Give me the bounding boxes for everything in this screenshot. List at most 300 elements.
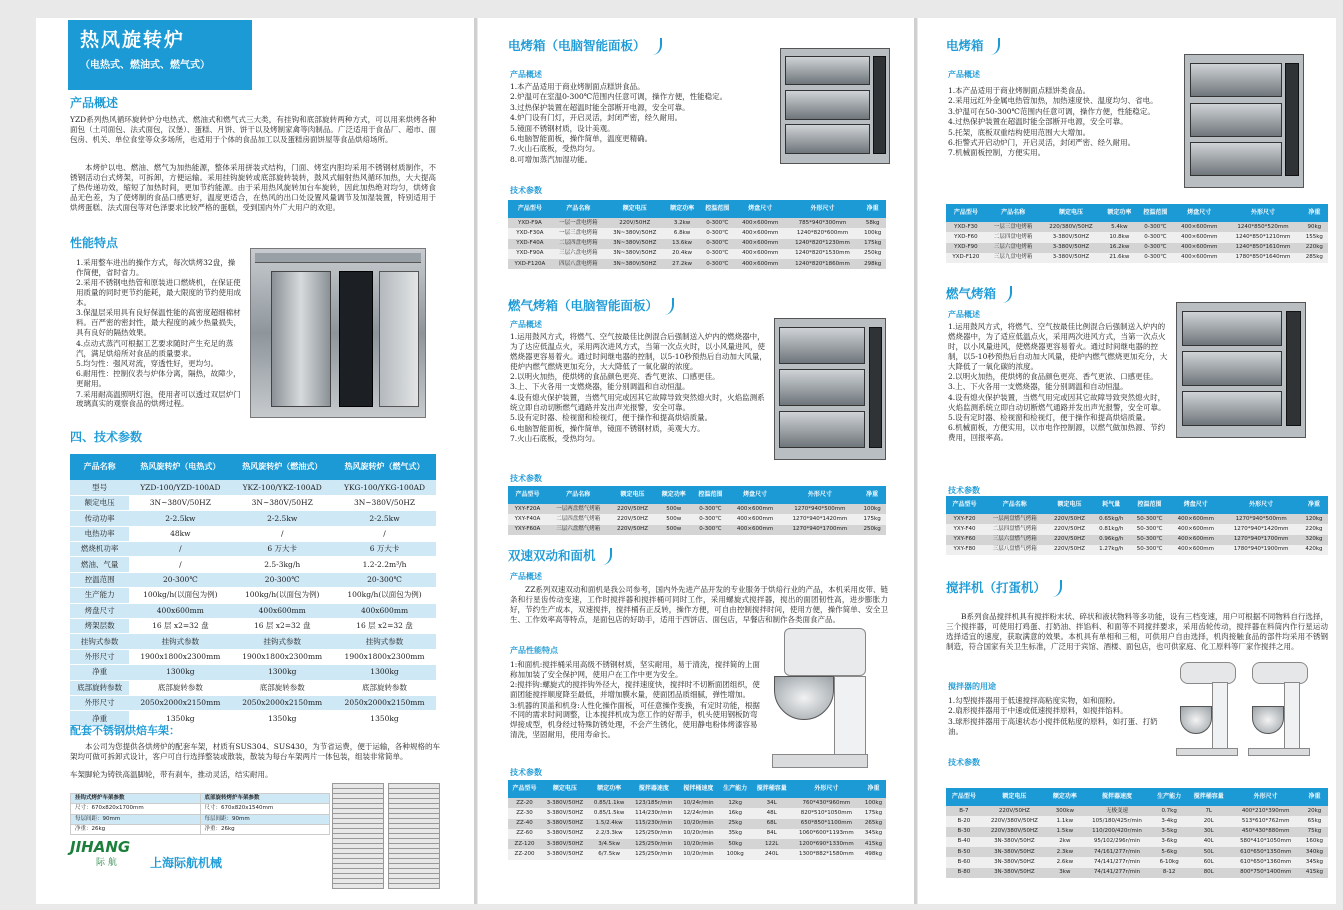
table-cell: 尺寸：670x820x1700mm: [71, 804, 201, 814]
table-cell: 50-300℃: [1130, 545, 1169, 555]
table-cell: 650*850*1100mm: [792, 819, 861, 829]
table-cell: 1900x1800x2300mm: [333, 649, 436, 664]
table-cell: 400×600mm: [735, 218, 786, 228]
table-cell: 3-380V/50HZ: [541, 808, 589, 818]
table-cell: 300kw: [1047, 806, 1083, 816]
table-cell: YXD-F40A: [508, 239, 552, 249]
table-cell: 580*410*1050mm: [1230, 837, 1300, 847]
page-middle: [478, 18, 914, 904]
table-cell: 3N~380V/50HZ: [231, 495, 333, 510]
list-item: 5.设有定时器、检视窗和检视灯，便于操作和提高烘焙质量。: [948, 413, 1151, 423]
table-cell: 25kg: [719, 819, 752, 829]
table-row: [508, 218, 886, 228]
list-item: 3:机器的顶盖和机身:人性化操作面板，可任意操作变换，有定时功能，根据不同的需求时间调整，让本搅拌机成为您工作的好帮手，机头使用钢板防弯焊接成型，机身经过特殊防锈处理，不会产生锈化，使用静电粉体烤漆容易清洗，坚固耐用，使用寿命长。: [510, 700, 760, 740]
table-cell: 400×600mm: [1169, 514, 1222, 524]
table-row: [946, 243, 1328, 253]
table-cell: 125/250r/min: [629, 829, 678, 839]
table-cell: 16.2kw: [1101, 243, 1137, 253]
table-cell: 3-380V/50HZ: [541, 839, 589, 849]
table-cell: 74/141/277r/min: [1083, 868, 1152, 878]
rotary-oven-spec-table: [70, 454, 436, 727]
column-header: 外形尺寸: [781, 486, 858, 504]
column-header: 热风旋转炉（电热式）: [129, 454, 231, 480]
table-row: [946, 837, 1328, 847]
list-item: 3.过热保护装置在超温时能全部断开电源，安全可靠。: [510, 102, 690, 112]
column-header: 额定电压: [610, 486, 656, 504]
list-item: 6.耐用性：控制仪表与炉体分离，隔热，故障少，更耐用。: [76, 369, 241, 389]
column-header: 额定功率: [655, 486, 692, 504]
table-cell: 1270*940*500mm: [1222, 514, 1300, 524]
table-row: [70, 542, 436, 557]
dough-mixer-heading: 双速双动和面机: [508, 548, 612, 565]
column-header: 烤盘尺寸: [1173, 204, 1225, 222]
table-cell: 100kg/h(以面包为例): [333, 588, 436, 603]
table-cell: 74/141/277r/min: [1083, 857, 1152, 867]
gas-oven-features: [948, 322, 1168, 444]
table-cell: 0-300℃: [700, 249, 735, 259]
column-header: 搅拌器速度: [629, 780, 678, 798]
list-item: 7.采用耐高温照明灯泡，使用者可以透过双层炉门玻璃真实的观察食品的烘烤过程。: [76, 389, 241, 409]
table-row: [508, 829, 886, 839]
list-item: 1.本产品适用于商业烤制面点糕饼类食品。: [948, 86, 1091, 95]
table-cell: 3N-380V/50HZ: [982, 847, 1047, 857]
table-cell: 3-380V/50HZ: [541, 798, 589, 808]
banner-title: 热风旋转炉: [80, 29, 186, 51]
list-item: 3.上、下火各用一支燃烧器，能分别调温和自动恒温。: [948, 382, 1128, 392]
table-cell: 20-300℃: [231, 572, 333, 587]
table-cell: 265kg: [861, 819, 886, 829]
table-cell: 0.81kg/h: [1093, 524, 1130, 534]
table-cell: 610*650*1350mm: [1230, 847, 1300, 857]
table-cell: 240L: [752, 849, 792, 859]
table-row: [508, 849, 886, 859]
table-cell: 760*430*960mm: [792, 798, 861, 808]
table-cell: 48L: [752, 808, 792, 818]
table-row: [508, 228, 886, 238]
table-cell: 1350kg: [129, 711, 231, 726]
electric-oven-heading: 电烤箱: [946, 38, 1000, 55]
table-cell: 0-300℃: [1137, 243, 1173, 253]
company-logo: [70, 838, 130, 858]
table-cell: 400×600mm: [729, 514, 782, 524]
table-cell: 5.4kw: [1101, 222, 1137, 232]
features-heading: 性能特点: [70, 236, 119, 250]
column-header: 控温范围: [1130, 496, 1169, 514]
table-row: [71, 804, 330, 814]
table-row: [946, 535, 1328, 545]
table-cell: 16kg: [719, 808, 752, 818]
table-cell: 20-300℃: [333, 572, 436, 587]
table-cell: 285kg: [1301, 253, 1328, 263]
rotary-oven-image: [250, 248, 426, 418]
table-cell: YZD-100/YZD-100AD: [129, 480, 231, 495]
table-cell: /: [129, 557, 231, 572]
column-header: 搅拌桶速度: [678, 780, 718, 798]
table-cell: 400×600mm: [1173, 253, 1225, 263]
table-row: [508, 808, 886, 818]
table-cell: 100kg: [859, 228, 886, 238]
table-cell: 220V/50HZ: [610, 525, 656, 535]
table-cell: 13.6kw: [664, 239, 699, 249]
table-cell: 底部旋转参数: [231, 680, 333, 695]
table-row: [70, 665, 436, 680]
table-cell: 500w: [655, 514, 692, 524]
table-cell: 115/230r/min: [629, 819, 678, 829]
table-cell: 3N-380V/50HZ: [982, 857, 1047, 867]
column-header: 生产能力: [719, 780, 752, 798]
s1-overview-label: 产品概述: [510, 70, 542, 79]
table-cell: 1270*940*1700mm: [781, 525, 858, 535]
table-cell: 155kg: [1301, 232, 1328, 242]
table-cell: 400×600mm: [735, 239, 786, 249]
list-item: 4.设有熄火保护装置，当燃气用完或因其它故障导致突然熄火时，火焰监测系统立即自动切断燃气通路并发出声光报警，安全可靠。: [510, 392, 765, 412]
table-row: [946, 857, 1328, 867]
table-cell: 3kw: [1047, 868, 1083, 878]
table-cell: 每层间距：90mm: [71, 814, 201, 824]
table-cell: 400x600mm: [231, 603, 333, 618]
table-cell: 7L: [1187, 806, 1230, 816]
column-header: 搅拌器速度: [1083, 788, 1152, 806]
table-cell: B-50: [946, 847, 982, 857]
table-cell: 1270*940*1420mm: [1222, 524, 1300, 534]
table-cell: 400×600mm: [729, 525, 782, 535]
table-cell: 尺寸：670x820x1540mm: [200, 804, 330, 814]
column-header: 生产能力: [1151, 788, 1187, 806]
table-cell: 1.5/2.4kw: [589, 819, 630, 829]
column-header: 产品型号: [946, 496, 983, 514]
column-header: 控温范围: [692, 486, 729, 504]
table-cell: 10/20r/min: [678, 819, 718, 829]
company-name: 上海际航机械: [150, 856, 223, 870]
table-cell: 125/250r/min: [629, 849, 678, 859]
table-cell: 220V/50HZ: [610, 504, 656, 514]
electric-oven-smart-image: [780, 48, 890, 164]
table-cell: 挂钩式参数: [129, 634, 231, 649]
table-cell: 400×600mm: [1173, 222, 1225, 232]
column-header: 产品型号: [508, 486, 547, 504]
table-cell: 1.2-2.2m³/h: [333, 557, 436, 572]
table-cell: 0-300℃: [700, 259, 735, 269]
table-cell: 1780*850*1640mm: [1225, 253, 1300, 263]
list-item: 6.机械面板，方便实用，以市电作控制源，以燃气做加热源、节约费用，回报率高。: [948, 423, 1166, 443]
table-cell: 生产能力: [70, 588, 129, 603]
table-cell: 340kg: [1301, 847, 1328, 857]
table-cell: 电热功率: [70, 526, 129, 541]
list-item: 2.以明火加热，使烘烤的食品颜色更亮、香气更浓、口感更佳。: [510, 372, 720, 382]
table-row: [70, 649, 436, 664]
column-header: 额定电压: [982, 788, 1047, 806]
table-cell: 610*650*1360mm: [1230, 857, 1300, 867]
table-cell: 2.2/3.3kw: [589, 829, 630, 839]
column-header: 净重: [861, 780, 886, 798]
table-cell: 1240*820*600mm: [786, 228, 860, 238]
table-cell: 500w: [655, 504, 692, 514]
table-cell: 65kg: [1301, 816, 1328, 826]
column-header: 产品型号: [946, 204, 986, 222]
planetary-mixer-paragraph: B系列食品搅拌机具有搅拌粉末状、碎状和液状物料等多功能，设有三档变速，用户可根据不同物料自行选择，三个搅拌器，可使用打鸡蛋、打奶油、拌馅料、和面等不同搅拌要求，采用齿轮传动，搅拌器在料筒内作行星运动选择适宜的速度，获取满意的效果。本机具有单相和三相，可供用户自由选择，机肉接触食品的部件均采用不锈钢制造，符合国家有关卫生标准，广泛用于宾馆、酒楼、面包店，也可供家庭、化工原料等厂家作搅拌之用。: [946, 612, 1328, 651]
table-cell: YXD-F30A: [508, 228, 552, 238]
electric-oven-smart-heading: 电烤箱（电脑智能面板）: [508, 38, 662, 55]
table-cell: 2050x2000x2150mm: [333, 695, 436, 710]
table-cell: 1350kg: [231, 711, 333, 726]
table-cell: YXY-F60A: [508, 525, 547, 535]
table-row: [70, 495, 436, 510]
table-cell: 1350kg: [333, 711, 436, 726]
table-cell: 一层两盘燃气烤箱: [547, 504, 610, 514]
table-cell: 0-300℃: [700, 239, 735, 249]
electric-oven-smart-table: [508, 200, 886, 269]
table-cell: 3N~380V/50HZ: [129, 495, 231, 510]
cart-spec-table: [70, 793, 330, 835]
table-cell: 400x600mm: [333, 603, 436, 618]
table-cell: 8-12: [1151, 868, 1187, 878]
table-row: [508, 798, 886, 808]
table-cell: 2.3kw: [1047, 847, 1083, 857]
table-cell: 58kg: [859, 218, 886, 228]
table-cell: 220V/50HZ: [1046, 524, 1092, 534]
logo-chinese: 际 航: [96, 858, 117, 868]
table-cell: 400*210*390mm: [1230, 806, 1300, 816]
table-row: [70, 619, 436, 634]
table-cell: 一层两盘燃气烤箱: [983, 514, 1046, 524]
table-cell: 三层八盘燃气烤箱: [983, 545, 1046, 555]
table-cell: 420kg: [1300, 545, 1328, 555]
table-cell: 3N-380V/50HZ: [982, 868, 1047, 878]
table-cell: ZZ-60: [508, 829, 541, 839]
table-cell: 3/4.5kw: [589, 839, 630, 849]
table-cell: 1270*940*1700mm: [1222, 535, 1300, 545]
table-cell: 220V/380V/50HZ: [982, 827, 1047, 837]
table-cell: YXD-F120: [946, 253, 986, 263]
table-cell: 50-300℃: [1130, 524, 1169, 534]
table-cell: 400×600mm: [735, 249, 786, 259]
table-cell: 2kw: [1047, 837, 1083, 847]
table-cell: 400×600mm: [735, 259, 786, 269]
table-cell: 400×600mm: [1169, 524, 1222, 534]
table-cell: 175kg: [858, 514, 886, 524]
column-header: 额定电压: [1041, 204, 1102, 222]
table-cell: 二层四盘燃气烤箱: [547, 514, 610, 524]
table-cell: 1060*600*1193mm: [792, 829, 861, 839]
table-cell: 型号: [70, 480, 129, 495]
table-cell: 250kg: [858, 525, 886, 535]
table-cell: 34L: [752, 798, 792, 808]
table-cell: 挂钩式参数: [333, 634, 436, 649]
table-cell: 1240*820*1530mm: [786, 249, 860, 259]
list-item: 5.托架，底板双重结构使用范围大大增加。: [948, 127, 1091, 137]
column-header: 外形尺寸: [1230, 788, 1300, 806]
column-header: 额定功率: [664, 200, 699, 218]
table-cell: 3N~380V/50HZ: [605, 259, 664, 269]
table-cell: YXD-F120A: [508, 259, 552, 269]
table-cell: 1240*820*1860mm: [786, 259, 860, 269]
table-cell: 12kg: [719, 798, 752, 808]
c3-s3-tech-label: 技术参数: [948, 758, 980, 767]
table-cell: 挂钩式烤炉车架参数: [71, 794, 201, 804]
overview-heading: 产品概述: [70, 96, 119, 110]
table-cell: 一层一盘电烤箱: [552, 218, 605, 228]
table-cell: 底部旋转参数: [333, 680, 436, 695]
table-cell: 785*940*300mm: [786, 218, 860, 228]
list-item: 2.采用远红外金属电热管加热，加热速度快、温度均匀、省电。: [948, 96, 1158, 106]
planetary-mixer-heading: 搅拌机（打蛋机）: [946, 580, 1062, 597]
table-row: [70, 526, 436, 541]
table-row: [946, 847, 1328, 857]
table-row: [508, 259, 886, 269]
table-cell: 传动功率: [70, 511, 129, 526]
table-cell: 250kg: [859, 249, 886, 259]
table-cell: ZZ-40: [508, 819, 541, 829]
table-cell: 0-300℃: [1137, 232, 1173, 242]
table-cell: 挂钩式参数: [231, 634, 333, 649]
table-cell: 0-300℃: [692, 504, 729, 514]
planetary-mixer-image-2: [1244, 658, 1314, 758]
table-row: [946, 253, 1328, 263]
table-cell: 0-300℃: [700, 218, 735, 228]
list-item: 2:搅拌钩:螺旋式的搅拌钩外径大，搅拌速度快，搅拌时不切断面团组织，使面团能搅拌顺度降至最低，并增加膜水量，使面团品质细腻，弹性增加。: [510, 680, 760, 700]
page-left: [36, 18, 474, 904]
list-item: 1.运用鼓风方式，将燃气、空气按最佳比例混合后强制送入炉内的燃烧器中，为了适应低温点火，采用两次进风方式，当第一次点火时，以小风量进风，使燃烧器更容易着火。通过时间继电器的控制，以5-10秒预热后自动加大风量，使炉内燃气燃烧更加充分，大大降低了一氧化碳的浓度。: [948, 322, 1168, 371]
c3-s2-overview-label: 产品概述: [948, 310, 980, 319]
table-cell: 40L: [1187, 837, 1230, 847]
column-header: 额定功率: [1047, 788, 1083, 806]
s1-tech-label: 技术参数: [510, 186, 542, 195]
table-cell: 500w: [655, 525, 692, 535]
table-cell: 415kg: [861, 839, 886, 849]
table-row: [508, 839, 886, 849]
table-cell: 0-300℃: [692, 525, 729, 535]
table-cell: 220V/50HZ: [1046, 545, 1092, 555]
table-cell: 122L: [752, 839, 792, 849]
table-cell: 114/230r/min: [629, 808, 678, 818]
table-cell: 110/200/420r/min: [1083, 827, 1152, 837]
list-item: 7.火山石底板，受热均匀。: [510, 144, 600, 154]
column-header: 热风旋转炉（燃油式）: [231, 454, 333, 480]
list-item: 5.镜面不锈钢材质，设计美观。: [510, 123, 615, 133]
table-cell: 175kg: [859, 239, 886, 249]
list-item: 3.上、下火各用一支燃烧器，能分别调温和自动恒温。: [510, 382, 690, 392]
table-row: [71, 814, 330, 824]
table-cell: 220/380V/50HZ: [1041, 222, 1102, 232]
table-cell: 400×600mm: [735, 228, 786, 238]
table-cell: B-30: [946, 827, 982, 837]
table-cell: YXY-F20: [946, 514, 983, 524]
table-cell: YXY-F40: [946, 524, 983, 534]
list-item: 2.扇形搅拌器用于中速或低速搅拌原料，如搅拌馅料。: [948, 706, 1128, 716]
table-cell: 27.2kw: [664, 259, 699, 269]
column-header: 产品名称: [986, 204, 1041, 222]
table-cell: 6 万大卡: [333, 542, 436, 557]
table-cell: 6/7.5kw: [589, 849, 630, 859]
column-header: 外形尺寸: [1225, 204, 1300, 222]
table-cell: 底部旋转参数: [129, 680, 231, 695]
table-cell: 415kg: [1301, 868, 1328, 878]
table-cell: 400x600mm: [129, 603, 231, 618]
table-row: [70, 588, 436, 603]
list-item: 3.炉温可在50-300℃范围内任意可调，操作方便，性能稳定。: [948, 106, 1155, 116]
column-header: 产品型号: [508, 780, 541, 798]
table-cell: YKG-100/YKG-100AD: [333, 480, 436, 495]
column-header: 产品型号: [946, 788, 982, 806]
gas-oven-image: [1176, 302, 1306, 438]
column-header: 搅拌桶容量: [752, 780, 792, 798]
table-cell: 16 层 x2=32 盘: [129, 619, 231, 634]
gas-oven-smart-heading: 燃气烤箱（电脑智能面板）: [508, 298, 674, 315]
table-cell: 1240*820*1230mm: [786, 239, 860, 249]
table-cell: 50L: [1187, 847, 1230, 857]
table-cell: 800*750*1400mm: [1230, 868, 1300, 878]
table-cell: 6 万大卡: [231, 542, 333, 557]
overview-paragraph-1: YZD系列热风循环旋转炉分电热式、燃油式和燃气式三大类，有挂钩和底部旋转两种方式，可以用来烘烤各种面包（土司面包、法式面包，汉堡）、蛋糕、月饼、饼干以及烤制家禽等肉制品。广泛适用于食品厂、超市、面包房、机关、单位食堂等众多场所，也适用于个体的食品加工以及蛋糕房面饼屋等食品烘焙场所。: [70, 115, 436, 144]
table-row: [70, 680, 436, 695]
banner-subtitle: （电热式、燃油式、燃气式）: [80, 60, 210, 72]
table-cell: 6.8kw: [664, 228, 699, 238]
table-cell: 燃油、气量: [70, 557, 129, 572]
column-header: 外形尺寸: [792, 780, 861, 798]
cart-paragraph-1: 本公司为您提供各烘烤炉的配套车架，材质有SUS304、SUS430，为节省运费，便于运输，各种规格的车架均可做可拆卸式设计，客户可自行选择整装或散装，散装为每台车架两片一体包装，组装非常简单。: [70, 742, 440, 761]
table-cell: 400×600mm: [729, 504, 782, 514]
list-item: 1.本产品适用于商业烤制面点糕饼食品。: [510, 82, 645, 91]
column-header: 控温范围: [700, 200, 735, 218]
gas-oven-table: [946, 496, 1328, 555]
table-row: [508, 249, 886, 259]
table-cell: 三层六盘燃气烤箱: [983, 535, 1046, 545]
table-cell: 105/180/425r/min: [1083, 816, 1152, 826]
table-row: [71, 794, 330, 804]
table-row: [946, 827, 1328, 837]
table-cell: 2-2.5kw: [333, 511, 436, 526]
table-cell: 400×600mm: [1173, 243, 1225, 253]
table-cell: 50kg: [719, 839, 752, 849]
list-item: 7.火山石底板，受热均匀。: [510, 433, 600, 443]
list-item: 4.设有熄火保护装置，当燃气用完或因其它故障导致突然熄火时，火焰监测系统立即自动切断燃气通路并发出声光报警，安全可靠。: [948, 392, 1166, 412]
table-row: [70, 634, 436, 649]
table-cell: 1270*940*500mm: [781, 504, 858, 514]
table-cell: 外形尺寸: [70, 649, 129, 664]
cart-heading: 配套不锈钢烘焙车架：: [70, 724, 180, 737]
column-header: 净重: [858, 486, 886, 504]
table-cell: 68L: [752, 819, 792, 829]
table-cell: 净重：26kg: [71, 824, 201, 834]
page-right: [918, 18, 1336, 904]
table-cell: 每层间距：90mm: [200, 814, 330, 824]
table-cell: 10/20r/min: [678, 829, 718, 839]
table-cell: 0-300℃: [1137, 222, 1173, 232]
table-cell: 160kg: [1301, 837, 1328, 847]
column-header: 产品名称: [70, 454, 129, 480]
table-cell: 21.6kw: [1101, 253, 1137, 263]
dough-mixer-image: [768, 624, 880, 772]
table-cell: 400×600mm: [1169, 545, 1222, 555]
table-cell: 一层三盘电烤箱: [552, 228, 605, 238]
table-cell: 10/24r/min: [678, 798, 718, 808]
table-cell: 84L: [752, 829, 792, 839]
s3-overview-label: 产品概述: [510, 572, 542, 581]
table-cell: 16 层 x2=32 盘: [333, 619, 436, 634]
table-cell: 四层八盘电烤箱: [552, 259, 605, 269]
table-cell: 底部旋转参数: [70, 680, 129, 695]
list-item: 2.以明火加热，使烘烤的食品颜色更亮、香气更浓、口感更佳。: [948, 371, 1158, 381]
table-cell: 450*430*880mm: [1230, 827, 1300, 837]
table-cell: 100kg: [861, 798, 886, 808]
table-cell: 三层六盘燃气烤箱: [547, 525, 610, 535]
table-cell: ZZ-20: [508, 798, 541, 808]
table-cell: 1300kg: [333, 665, 436, 680]
dough-mixer-paragraph: ZZ系列双速双动和面机是我公司参考，国内外先进产品开发的专业服务于烘焙行业的产品，本机采用皮带、链条和行星齿传动变速，工作时搅拌器和搅拌桶可同时工作，采用螺旋式搅拌器，搅出的面团韧性高，进步膨胀力好，节约生产成本，双速搅拌，搅拌桶有正反转，操作方便，可自由控制搅拌时间，使用方便，操作简单、安全卫生、工作效率高等特点，是面包店的好助手，适用于西饼店、面包店，早餐店和制作各类面食产品。: [510, 585, 888, 624]
table-row: [70, 603, 436, 618]
table-cell: 三层六盘电烤箱: [552, 249, 605, 259]
table-cell: 三层六盘电烤箱: [986, 243, 1041, 253]
